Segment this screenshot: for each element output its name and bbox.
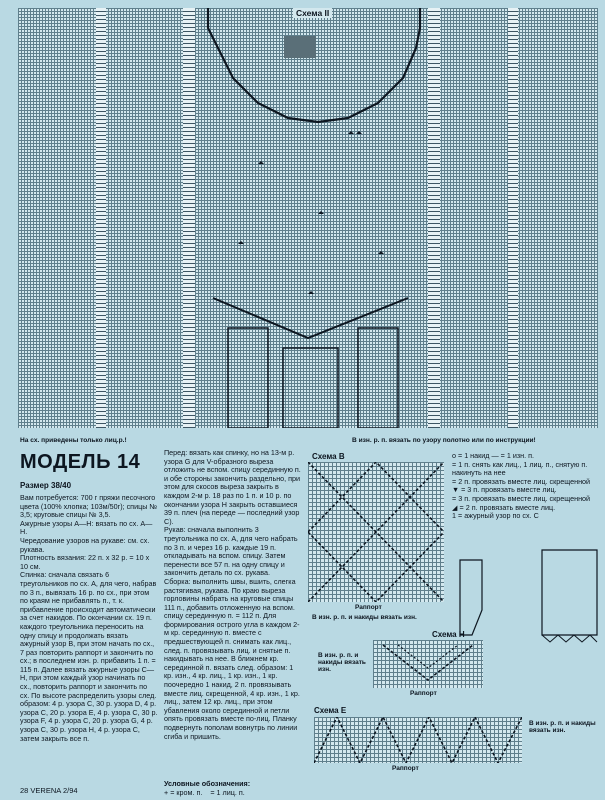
legend-item: = 2 п. провязать вместе лиц. скрещенной: [452, 476, 591, 486]
col1-gauge: Плотность вязания: 22 п. х 32 р. = 10 х 10 см.: [20, 553, 150, 571]
motif-mark: [348, 128, 354, 134]
schema-h-rapport: Раппорт: [410, 690, 437, 697]
legend-item: ▼ = 3 п. провязать вместе лиц.: [452, 485, 557, 495]
col1-patterns: Ажурные узоры А—Н: вязать по сх. А—Н.: [20, 518, 153, 537]
legend-edge: + = кром. п.: [164, 788, 203, 797]
schema-h-note: В изн. р. п. и накиды вязать изн.: [318, 652, 366, 673]
schema-e-label: Схема Е: [314, 706, 347, 715]
col2-sleeve: Рукав: сначала выполнить 3 треугольника по сх. А, для чего набрать по 3 п. и через 16 р. каждые 19 п. откладывать на вспом. спицу. Затем перенести все 57 п. на одну спицу и закончить деталь по сх. рукава.: [164, 525, 298, 578]
garment-outline-diagrams: [452, 540, 602, 650]
legend-list: [452, 452, 600, 521]
neckline-curve: [18, 8, 598, 428]
page-footer: 28 VERENA 2/94: [20, 786, 78, 795]
model-size: Размер 38/40: [20, 481, 72, 490]
schema-b-chart: [308, 462, 444, 602]
instructions-col2: [164, 449, 302, 779]
legend-bottom: [164, 789, 344, 798]
schema-h-chart: [373, 640, 483, 688]
schema-ii-chart: [18, 8, 598, 428]
col2-front: Перед: вязать как спинку, но на 13-м р. узора G для V-образного выреза отложить не вспом. спицу серединную п. и обе стороны закончить раздельно, при этом для скосов выреза закрыть в каждом 2-м р. 18 раз по 1 п. и 10 р. по окончании узора Н закрыть оставшиеся 39 п. плеч (на переде — последний узор С).: [164, 448, 301, 526]
col1-sleeve-order: Чередование узоров на рукаве: см. сх. рукава.: [20, 535, 150, 554]
col1-back: Спинка: сначала связать 6 треугольников по сх. А, для чего, набрав по 3 п., вывязать 16 р. по сх., при этом по краям не прибавлять п., т. к. прибавление происходит автоматически за счет накидов. По окончании сх. 19 п. каждого треугольника переносить на одну спицу и продолжать вязать ажурный узор В, при этом начать по сх., 7 раз повторить раппорт и закончить по сх.; в последнем изн. р. прибавить 1 п. = 115 п. Далее вязать ажурные узоры С—Н, при этом каждый узор начинать по сх., повторить раппорт и закончить по сх. По высоте распределить узоры след. образом: 4 р. узора С, 30 р. узора D, 4 р. узора С, 20 р. узора Е, 4 р. узора С, 30 р. узора F, 4 р. узора С, 20 р. узора G, 4 р. узора С, 30 р. узора Н, 4 р. узора С, затем закрыть все п.: [20, 570, 158, 743]
legend-knit: = 1 лиц. п.: [210, 788, 245, 797]
legend-item: = 1 п. снять как лиц., 1 лиц. п., снятую п. накинуть на нее: [452, 459, 588, 478]
motif-mark: [356, 128, 362, 134]
schema-e-rapport: Раппорт: [392, 765, 419, 772]
instructions-col1: [20, 494, 158, 794]
schema-b-rapport: Раппорт: [355, 604, 382, 611]
motif-mark: [378, 248, 384, 254]
legend-item: = 3 п. провязать вместе лиц. скрещенной: [452, 493, 591, 503]
model-title: МОДЕЛЬ 14: [20, 451, 141, 473]
schema-b-note: В изн. р. п. и накиды вязать изн.: [312, 614, 417, 621]
chart-note-left: На сх. приведены только лиц.р.!: [20, 437, 127, 444]
schema-b-label: Схема В: [312, 452, 345, 461]
motif-mark: [318, 208, 324, 214]
motif-mark: [258, 158, 264, 164]
schema-e-note: В изн. р. п. и накиды вязать изн.: [529, 720, 596, 734]
col1-materials: Вам потребуется: 700 г пряжи песочного цвета (100% хлопка; 103м/50г); спицы № 3,5; круговые спицы № 3,5.: [20, 493, 158, 520]
schema-e-chart: [314, 717, 522, 763]
schema-h-label: Схема Н: [432, 630, 465, 639]
legend-title: Условные обозначения:: [164, 779, 251, 788]
legend-item: ◢ = 2 п. провязать вместе лиц.: [452, 502, 556, 512]
motif-mark: [238, 238, 244, 244]
legend-item: о = 1 накид — = 1 изн. п.: [452, 451, 535, 460]
motif-mark: [308, 288, 314, 294]
legend-item: 1 = ажурный узор по сх. С: [452, 511, 539, 521]
chart-note-right: В изн. р. п. вязать по узору полотно или по инструкции!: [352, 437, 536, 444]
col2-assembly: Сборка: выполнить швы, вшить, слегка растягивая, рукава. По краю выреза горловины набрать на круговые спицы 111 п., добавить отложенную на вспом. спицу серединную п. = 112 п. Для формирования острого угла в каждом 2-м кр. серединную п. вместе с предшествующей п. снимать как лиц., след. п. провязывать лиц. и снятые п. накидывать на нее. В ближнем кр. серединной п. вязать след. образом: 1 кр. изн., 4 кр. лиц., 1 кр. изн., 1 кр. поочередно 1 накид, 2 п. провязывать вместе лиц. скрещенной, 4 кр. изн., 1 кр. лиц., затем 12 кр. лиц., при этом убавления около серединной и петли опять провязать вместе по-лиц. Планку подвернуть пополам вовнутрь по линии сгиба и пришить.: [164, 576, 300, 741]
schema-ii-label: Схема II: [293, 8, 332, 18]
